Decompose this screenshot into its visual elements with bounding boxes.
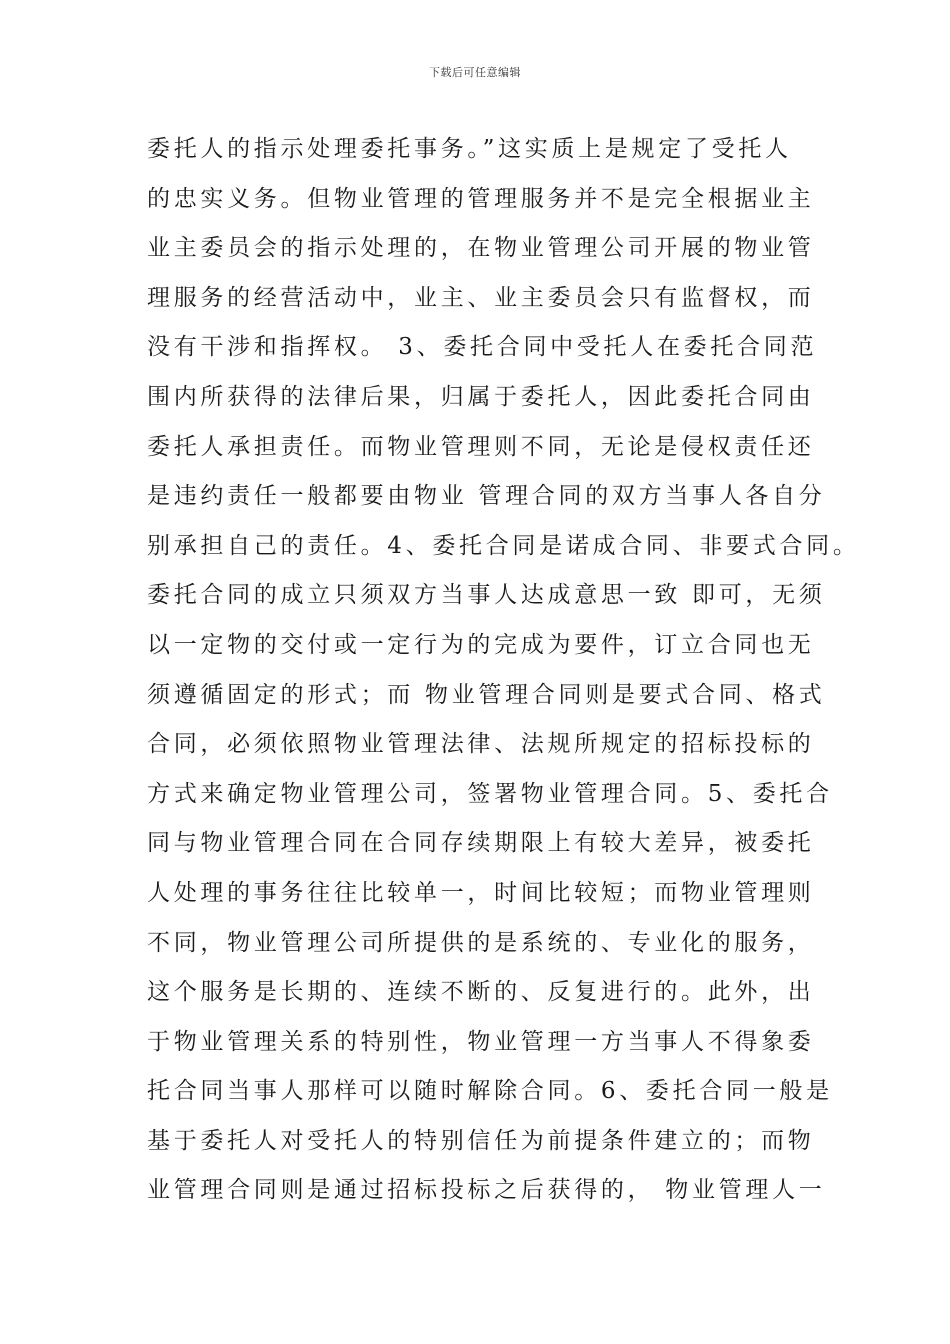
text-line: 不同，物业管理公司所提供的是系统的、专业化的服务， [147, 929, 815, 956]
text-line: 委托合同的成立只须双方当事人达成意思一致 即可，无须 [147, 582, 826, 609]
text-line: 的忠实义务。但物业管理的管理服务并不是完全根据业主 [147, 185, 815, 212]
text-line: 这个服务是长期的、连续不断的、反复进行的。此外，出 [147, 979, 815, 1006]
text-line: 以一定物的交付或一定行为的完成为要件，订立合同也无 [147, 631, 815, 658]
text-line: 委托人承担责任。而物业管理则不同，无论是侵权责任还 [147, 433, 815, 460]
body-text [147, 125, 860, 1216]
text-line: 于物业管理关系的特别性，物业管理一方当事人不得象委 [147, 1028, 815, 1055]
text-line: 业管理合同则是通过招标投标之后获得的， 物业管理人一 [147, 1177, 826, 1204]
text-line: 人处理的事务往往比较单一，时间比较短；而物业管理则 [147, 879, 815, 906]
text-line: 须遵循固定的形式；而 物业管理合同则是要式合同、格式 [147, 681, 826, 708]
text-line: 合同，必须依照物业管理法律、法规所规定的招标投标的 [147, 731, 815, 758]
text-line: 委托人的指示处理委托事务。”这实质上是规定了受托人 [147, 136, 792, 162]
text-line: 是违约责任一般都要由物业 管理合同的双方当事人各自分 [147, 483, 826, 510]
text-line: 没有干涉和指挥权。 3、委托合同中受托人在委托合同范 [147, 334, 818, 361]
text-line: 业主委员会的指示处理的，在物业管理公司开展的物业管 [147, 235, 815, 262]
text-line: 围内所获得的法律后果，归属于委托人，因此委托合同由 [147, 383, 815, 410]
text-line: 方式来确定物业管理公司，签署物业管理合同。5、委托合 [147, 780, 833, 807]
text-line: 托合同当事人那样可以随时解除合同。6、委托合同一般是 [147, 1078, 833, 1105]
text-line: 别承担自己的责任。4、委托合同是诺成合同、非要式合同。 [147, 532, 860, 559]
text-line: 理服务的经营活动中，业主、业主委员会只有监督权，而 [147, 284, 815, 311]
text-line: 同与物业管理合同在合同存续期限上有较大差异，被委托 [147, 830, 815, 857]
text-line: 基于委托人对受托人的特别信任为前提条件建立的；而物 [147, 1127, 815, 1154]
page-header: 下载后可任意编辑 [429, 66, 521, 79]
